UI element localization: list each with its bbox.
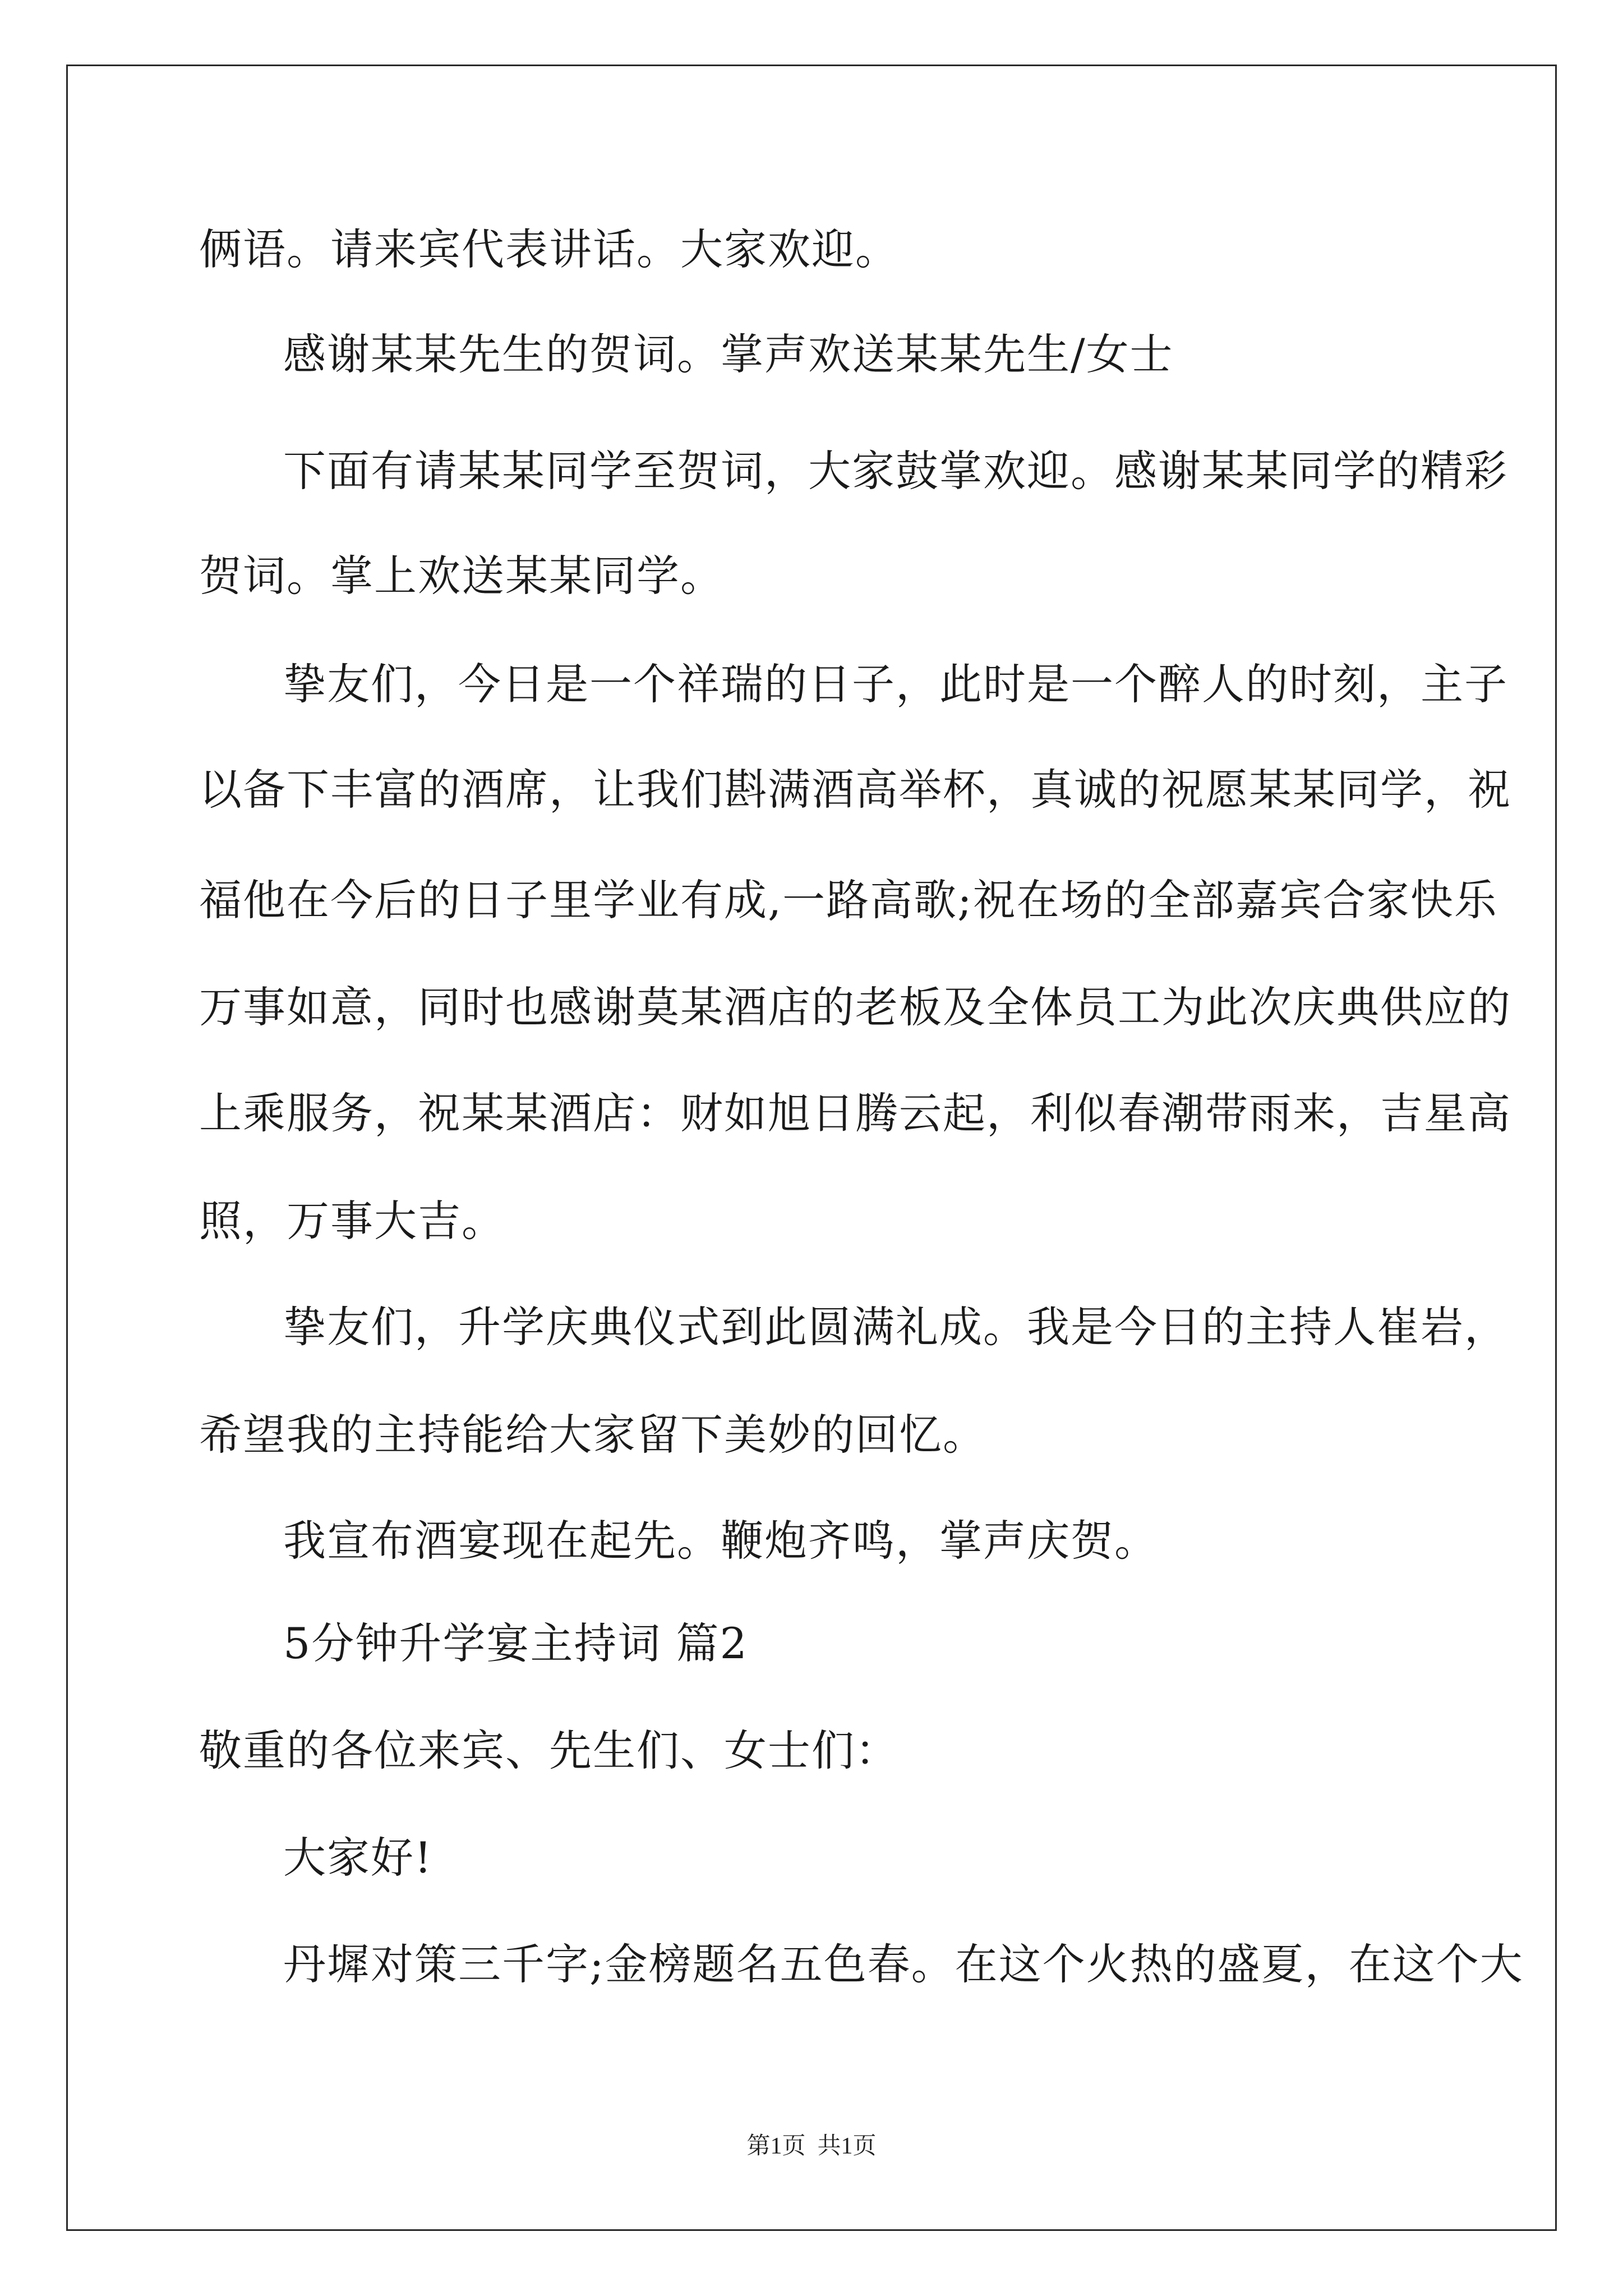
text-line: 敬重的各位来宾、先生们、女士们： (199, 1726, 899, 1775)
text-line: 大家好! (283, 1833, 433, 1883)
text-line: 下面有请某某同学至贺词，大家鼓掌欢迎。感谢某某同学的精彩 (283, 446, 1508, 496)
text-line: 上乘服务，祝某某酒店：财如旭日腾云起，利似春潮带雨来，吉星高 (199, 1088, 1511, 1138)
text-line: 照，万事大吉。 (199, 1196, 505, 1246)
text-line: 俩语。请来宾代表讲话。大家欢迎。 (199, 224, 899, 274)
text-line: 挚友们，今日是一个祥瑞的日子，此时是一个醉人的时刻，主子 (283, 659, 1508, 709)
text-line: 感谢某某先生的贺词。掌声欢送某某先生/女士 (283, 329, 1174, 379)
text-line: 挚友们，升学庆典仪式到此圆满礼成。我是今日的主持人崔岩， (283, 1302, 1508, 1352)
text-line: 贺词。掌上欢送某某同学。 (199, 551, 724, 601)
text-line: 福他在今后的日子里学业有成,一路高歌;祝在场的全部嘉宾合家快乐 (199, 875, 1498, 925)
text-line: 丹墀对策三千字;金榜题名五色春。在这个火热的盛夏，在这个大 (283, 1939, 1524, 1989)
section-heading: 5分钟升学宴主持词 篇2 (283, 1618, 748, 1668)
text-line: 万事如意，同时也感谢莫某酒店的老板及全体员工为此次庆典供应的 (199, 982, 1511, 1032)
page-footer: 第1页 共1页 (746, 2133, 877, 2159)
page-border (66, 65, 1557, 2231)
text-line: 我宣布酒宴现在起先。鞭炮齐鸣，掌声庆贺。 (283, 1516, 1158, 1566)
text-line: 希望我的主持能给大家留下美妙的回忆。 (199, 1410, 986, 1460)
text-line: 以备下丰富的酒席，让我们斟满酒高举杯，真诚的祝愿某某同学，祝 (199, 765, 1511, 815)
